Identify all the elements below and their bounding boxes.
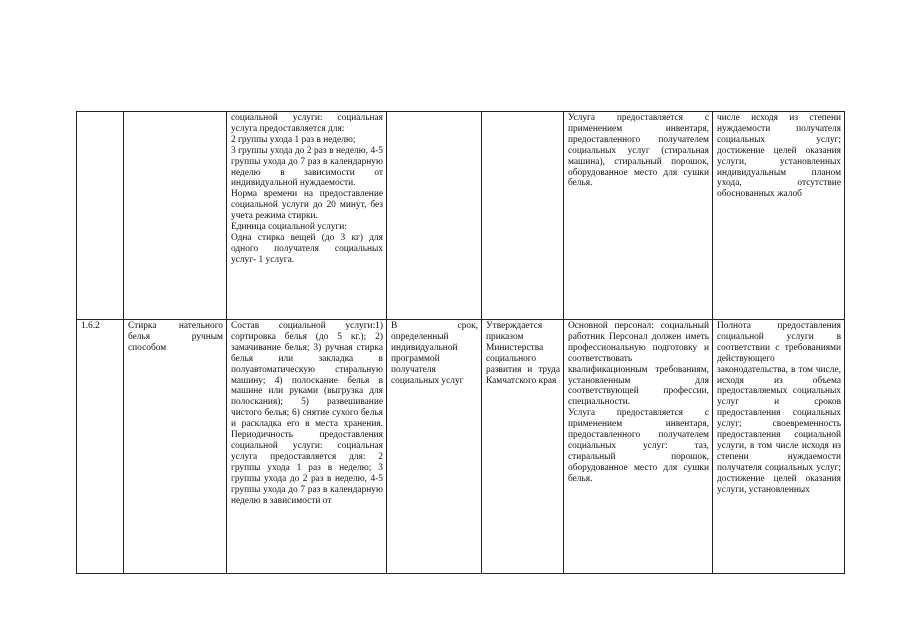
- table-row: [77, 320, 845, 574]
- table-row: [77, 112, 845, 320]
- service-tariff-cell: [482, 112, 564, 320]
- service-content-cell: социальной услуги: социальная услуга предоставляется для: 2 группы ухода 1 раз в неделю; 3 группы ухода до 2 раз в неделю, 4-5 группы ухода до 7 раз в календарную неделю в зависимости от индивидуальной нуждаемости. Норма времени на предоставление социальной услуги до 20 минут, без учета режима стирки. Единица социальной услуги: Одна стирка вещей (до 3 кг) для одного получателя социальных услуг- 1 услуга.: [227, 112, 387, 320]
- service-number-cell: 1.6.2: [77, 320, 124, 574]
- service-tariff-cell: Утверждается приказом Министерства социального развития и труда Камчатского края: [482, 320, 564, 574]
- service-name-cell: [124, 112, 227, 320]
- service-content-cell: Состав социальной услуги:1) сортировка белья (до 5 кг.); 2) замачивание белья; 3) ручная стирка белья или закладка в полуавтоматическую стиральную машину; 4) полоскание белья в машине или руками (выгрузка для полоскания); 5) развешивание чистого белья; 6) снятие сухого белья и раскладка его в места хранения. Периодичность предоставления социальной услуги: социальная услуга предоставляется для: 2 группы ухода 1 раз в неделю; 3 группы ухода до 2 раз в неделю, 4-5 группы ухода до 7 раз в календарную неделю в зависимости от: [227, 320, 387, 574]
- service-quality-cell: Полнота предоставления социальной услуги в соответствии с требованиями действующего законодательства, в том числе, исходя из объема предоставляемых социальных услуг и сроков предоставления социальных услуг; своевременность предоставления социальной услуги, в том числе исходя из степени нуждаемости получателя социальных услуг; достижение целей оказания услуги, установленных: [713, 320, 845, 574]
- service-term-cell: В срок, определенный индивидуальной программой получателя социальных услуг: [387, 320, 482, 574]
- service-quality-cell: числе исходя из степени нуждаемости получателя социальных услуг; достижение целей оказания услуги, установленных индивидуальным планом ухода, отсутствие обоснованных жалоб: [713, 112, 845, 320]
- service-name-cell: Стирка нательного белья ручным способом: [124, 320, 227, 574]
- service-conditions-cell: Услуга предоставляется с применением инвентаря, предоставленного получателем социальных услуг (стиральная машина), стиральный порошок, оборудованное место для сушки белья.: [564, 112, 713, 320]
- service-number-cell: [77, 112, 124, 320]
- service-conditions-cell: Основной персонал: социальный работник Персонал должен иметь профессиональную подготовку и соответствовать квалификационным требованиям, установленным для соответствующей профессии, специальности. Услуга предоставляется с применением инвентаря, предоставленного получателем социальных услуг: таз, стиральный порошок, оборудованное место для сушки белья.: [564, 320, 713, 574]
- service-term-cell: [387, 112, 482, 320]
- services-table: [76, 111, 845, 574]
